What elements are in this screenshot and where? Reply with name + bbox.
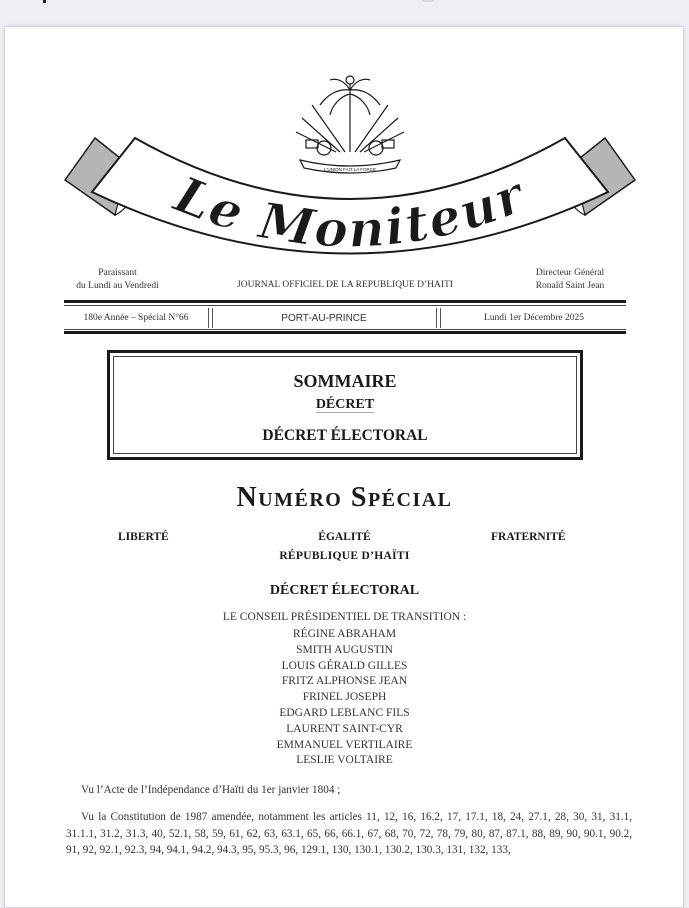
council-member: FRITZ ALPHONSE JEAN	[281, 675, 408, 688]
divider	[64, 331, 626, 334]
motto-egalite: ÉGALITÉ	[318, 531, 371, 543]
council-member: SMITH AUGUSTIN	[296, 643, 393, 656]
council-member: RÉGINE ABRAHAM	[292, 628, 397, 640]
sommaire-item: DÉCRET ÉLECTORAL	[262, 427, 428, 444]
sommaire-title: SOMMAIRE	[293, 371, 397, 391]
republic-name: RÉPUBLIQUE D’HAÏTI	[279, 550, 410, 562]
publication-frequency	[60, 267, 175, 293]
director-name: Ronald Saint Jean	[535, 281, 605, 291]
paragraph-independence-act: Vu l’Acte de l’Indépendance d’Haïti du 1er janvier 1804 ;	[81, 784, 341, 796]
sommaire-box	[107, 350, 583, 460]
issue-title: Numéro Spécial	[236, 482, 453, 513]
sommaire-section-label: DÉCRET	[315, 397, 375, 412]
paragraph-constitution: Vu la Constitution de 1987 amendée, notamment les articles 11, 12, 16, 16.2, 17, 17.1, 18, 24, 27.1, 28, 30, 31, 31.1, 31.1.1, 31.2, 31.3, 40, 52.1, 58, 59, 61, 62, 63, 63.1, 65, 66, 66.1, 67, 68, 70, 72, 78, 79, 80, 87, 87.1, 88, 89, 90, 90.1, 90.2, 91, 92, 92.1, 92.3, 94, 94.1, 94.2, 94.3, 95, 95.3, 96, 129.1, 130, 130.1, 130.2, 130.3, 131, 132, 133,	[66, 811, 632, 856]
svg-text:Le Moniteur	[165, 164, 535, 259]
decree-title: DÉCRET ÉLECTORAL	[269, 583, 420, 598]
masthead-logo	[60, 60, 640, 260]
council-member: LOUIS GÉRALD GILLES	[281, 659, 408, 672]
info-bar	[64, 300, 626, 334]
council-member: LESLIE VOLTAIRE	[296, 754, 393, 767]
motto-fraternite: FRATERNITÉ	[491, 531, 566, 543]
masthead-banner	[60, 60, 640, 260]
coat-of-arms-icon	[296, 76, 404, 173]
director-title: Directeur Général	[535, 268, 605, 278]
council-member: EDGARD LEBLANC FILS	[279, 706, 410, 719]
council-heading: LE CONSEIL PRÉSIDENTIEL DE TRANSITION :	[222, 611, 467, 623]
divider	[64, 300, 626, 303]
council-member: FRINEL JOSEPH	[302, 691, 387, 704]
motto-liberte: LIBERTÉ	[118, 531, 169, 543]
status-bar-indicator	[43, 0, 46, 3]
divider	[64, 329, 626, 330]
status-bar-indicator	[422, 0, 434, 2]
issue-date: Lundi 1er Décembre 2025	[484, 313, 584, 323]
council-members	[0, 627, 689, 769]
edition-number: 180e Année – Spécial N°66	[83, 313, 189, 323]
emblem-motto: L'UNION FAIT LA FORCE	[323, 167, 377, 172]
city: PORT-AU-PRINCE	[281, 313, 367, 324]
director-info	[510, 267, 630, 293]
frequency-line2: du Lundi au Vendredi	[76, 281, 159, 291]
sommaire-section	[114, 397, 576, 413]
council-member: EMMANUEL VERTILAIRE	[276, 738, 413, 751]
journal-header	[60, 267, 640, 297]
divider	[64, 305, 626, 306]
council-member: LAURENT SAINT-CYR	[286, 722, 403, 735]
divider	[436, 308, 441, 328]
masthead-title: Le Moniteur	[166, 164, 534, 259]
frequency-line1: Paraissant	[98, 268, 137, 278]
journal-subtitle: JOURNAL OFFICIEL DE LA REPUBLIQUE D’HAITI	[237, 280, 453, 290]
